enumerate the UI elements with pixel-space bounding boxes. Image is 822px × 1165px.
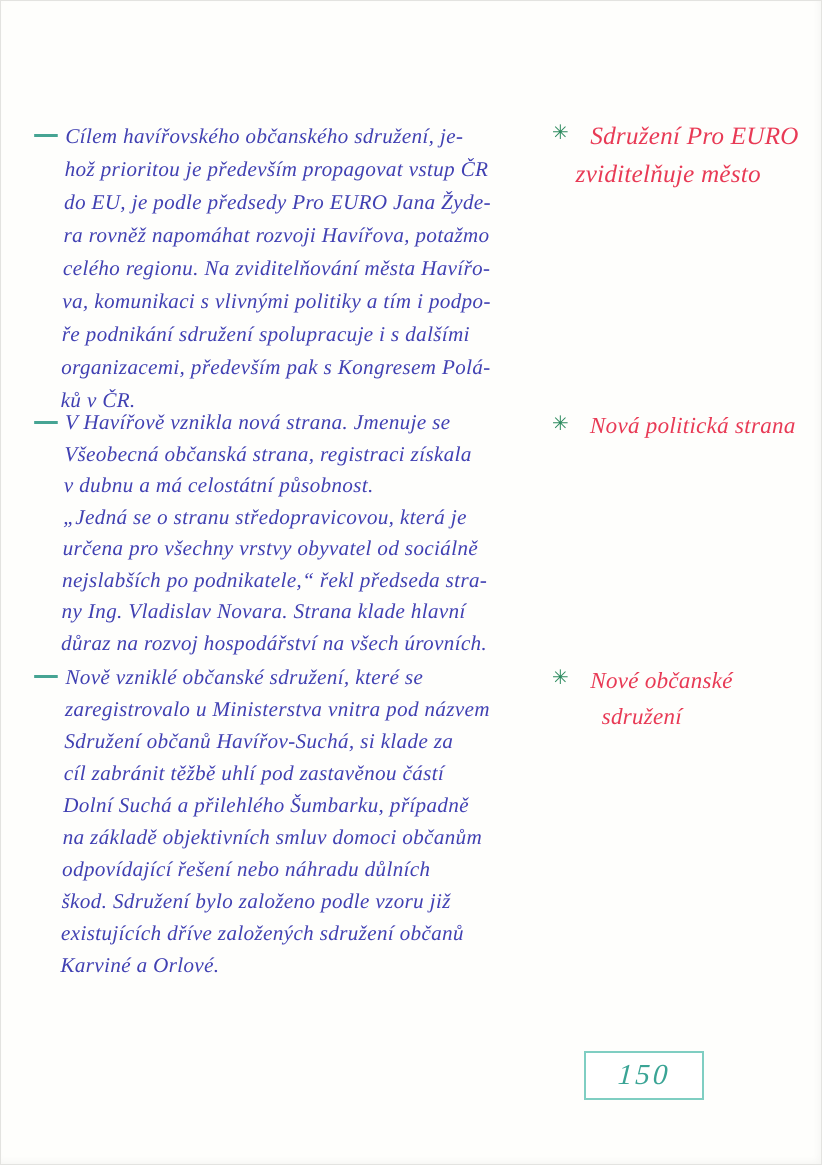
page-number: 150 [616,1059,672,1091]
handwritten-line: ny Ing. Vladislav Novara. Strana klade hlavní [61,599,466,623]
annotation-line: zviditelňuje město [575,161,762,188]
handwritten-line: ře podnikání sdružení spolupracuje i s dalšími [61,322,471,346]
annotation-line: sdružení [601,704,683,729]
handwritten-line: hož prioritou je především propagovat vstup ČR [64,157,489,181]
handwritten-line: Sdružení občanů Havířov-Suchá, si klade za [64,729,454,753]
note-body [61,407,570,659]
annotation-text [575,118,820,194]
asterisk-icon: ✳ [552,411,569,435]
note-body [60,120,570,417]
handwritten-line: nejslabších po podnikatele,“ řekl předseda stra- [61,567,488,592]
annotation-text [589,663,820,735]
asterisk-icon: ✳ [552,665,569,689]
handwritten-line: „Jedná se o stranu středopravicovou, která je [63,504,468,529]
dash-bullet-icon: — [32,407,60,435]
handwritten-line: na základě objektivních smluv domoci občanům [62,825,483,849]
asterisk-icon: ✳ [552,120,569,144]
note-body [60,661,571,981]
annotation-line: Nové občanské [590,668,734,693]
handwritten-line: existujících dříve založených sdružení občanů [60,921,465,945]
handwritten-line: určena pro všechny vrstvy obyvatel od sociálně [62,536,479,560]
annotation-line: Sdružení Pro EURO [590,123,799,150]
handwritten-line: odpovídající řešení nebo náhradu důlních [61,857,431,881]
handwritten-line: celého regionu. Na zviditelňování města Havířo- [62,256,491,280]
handwritten-line: v dubnu a má celostátní působnost. [63,473,374,497]
handwritten-line: důraz na rozvoj hospodářství na všech úrovních. [60,630,488,655]
dash-bullet-icon: — [32,120,60,148]
annotation-line: Nová politická strana [589,413,796,438]
handwritten-line: Dolní Suchá a přilehlého Šumbarku, případně [63,793,470,817]
handwritten-line: va, komunikaci s vlivnými politiky a tím i podpo- [62,289,492,313]
handwritten-line: zaregistrovalo u Ministerstva vnitra pod názvem [64,697,491,721]
handwritten-line: Všeobecná občanská strana, registraci získala [64,441,473,466]
page-number-box [584,1051,704,1100]
handwritten-line: do EU, je podle předsedy Pro EURO Jana Žyde- [63,190,492,214]
handwritten-line: Nově vzniklé občanské sdružení, které se [65,665,424,689]
handwritten-line: Karviné a Orlové. [60,953,220,977]
handwritten-line: ků v ČR. [60,388,136,412]
handwritten-line: Cílem havířovského občanského sdružení, je- [65,124,464,148]
handwritten-line: organizacemi, především pak s Kongresem Polá- [61,355,491,379]
dash-bullet-icon: — [32,661,60,689]
handwritten-line: ra rovněž napomáhat rozvoji Havířova, potažmo [63,223,490,247]
annotation-text [590,409,821,443]
handwritten-line: cíl zabránit těžbě uhlí pod zastavěnou částí [63,761,445,785]
handwritten-line: škod. Sdružení bylo založeno podle vzoru již [61,889,451,913]
handwritten-line: V Havířově vznikla nová strana. Jmenuje se [64,410,451,434]
